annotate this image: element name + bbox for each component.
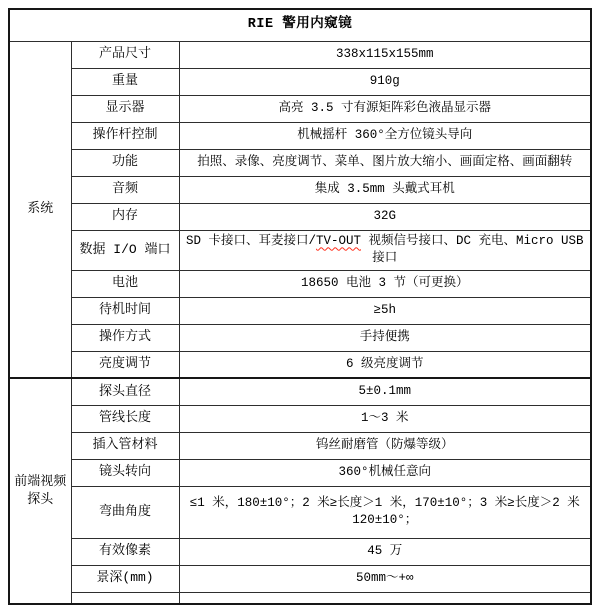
spec-label-cell: 数据 I/O 端口	[71, 230, 179, 270]
table-title: RIE 警用内窥镜	[9, 9, 591, 41]
table-row	[9, 324, 591, 351]
spec-label-cell	[71, 592, 179, 604]
spec-label-cell: 操作方式	[71, 324, 179, 351]
spec-value-cell: 360°机械任意向	[179, 459, 591, 486]
spec-value-cell: 5±0.1mm	[179, 378, 591, 405]
spec-label-cell: 产品尺寸	[71, 41, 179, 68]
spellcheck-underlined-text: TV-OUT	[315, 233, 361, 248]
spec-value-cell: 高亮 3.5 寸有源矩阵彩色液晶显示器	[179, 95, 591, 122]
spec-label-cell: 弯曲角度	[71, 486, 179, 538]
spec-value-cell: 集成 3.5mm 头戴式耳机	[179, 176, 591, 203]
spec-label-cell: 管线长度	[71, 405, 179, 432]
spec-value-cell: 338x115x155mm	[179, 41, 591, 68]
spec-label-cell: 插入管材料	[71, 432, 179, 459]
table-row	[9, 95, 591, 122]
spec-value-cell: 1～3 米	[179, 405, 591, 432]
spec-label-cell: 内存	[71, 203, 179, 230]
spec-value-cell: 910g	[179, 68, 591, 95]
table-row	[9, 203, 591, 230]
table-row	[9, 351, 591, 378]
spec-value-cell: 手持便携	[179, 324, 591, 351]
spec-label-cell: 有效像素	[71, 538, 179, 565]
spec-value-cell: 钨丝耐磨管（防爆等级）	[179, 432, 591, 459]
table-row	[9, 459, 591, 486]
spec-label-cell: 电池	[71, 270, 179, 297]
spec-value-cell: 机械摇杆 360°全方位镜头导向	[179, 122, 591, 149]
spec-label-cell: 显示器	[71, 95, 179, 122]
table-row	[9, 297, 591, 324]
table-row	[9, 486, 591, 538]
spec-value-cell: 6 级亮度调节	[179, 351, 591, 378]
spec-table	[8, 8, 592, 605]
spec-label-cell: 待机时间	[71, 297, 179, 324]
table-row	[9, 565, 591, 592]
table-row	[9, 405, 591, 432]
table-row	[9, 176, 591, 203]
table-row	[9, 432, 591, 459]
spec-value-cell: 50mm～+∞	[179, 565, 591, 592]
spec-value-cell: 18650 电池 3 节（可更换）	[179, 270, 591, 297]
spec-value-cell	[179, 592, 591, 604]
spec-value-cell: ≥5h	[179, 297, 591, 324]
spec-label-cell: 亮度调节	[71, 351, 179, 378]
table-row	[9, 378, 591, 405]
spec-value-cell	[179, 230, 591, 270]
table-row	[9, 68, 591, 95]
table-row	[9, 270, 591, 297]
spec-label-cell: 景深(mm)	[71, 565, 179, 592]
spec-value-cell: ≤1 米，180±10°；2 米≥长度＞1 米，170±10°；3 米≥长度＞2 米 120±10°；	[179, 486, 591, 538]
table-header-row	[9, 9, 591, 41]
spec-label-cell: 镜头转向	[71, 459, 179, 486]
table-row	[9, 230, 591, 270]
table-row-cutoff	[9, 592, 591, 604]
value-text: 视频信号接口、DC 充电、Micro USB 接口	[361, 233, 584, 265]
spec-value-cell: 32G	[179, 203, 591, 230]
table-row	[9, 122, 591, 149]
table-row	[9, 538, 591, 565]
spec-label-cell: 操作杆控制	[71, 122, 179, 149]
spec-label-cell: 功能	[71, 149, 179, 176]
spec-label-cell: 重量	[71, 68, 179, 95]
spec-value-cell: 45 万	[179, 538, 591, 565]
spec-value-cell: 拍照、录像、亮度调节、菜单、图片放大缩小、画面定格、画面翻转	[179, 149, 591, 176]
table-row	[9, 41, 591, 68]
table-row	[9, 149, 591, 176]
group-label-system: 系统	[9, 41, 71, 378]
spec-label-cell: 音频	[71, 176, 179, 203]
group-label-front-video-probe: 前端视频探头	[9, 378, 71, 604]
value-text: SD 卡接口、耳麦接口/	[185, 233, 316, 248]
spec-label-cell: 探头直径	[71, 378, 179, 405]
